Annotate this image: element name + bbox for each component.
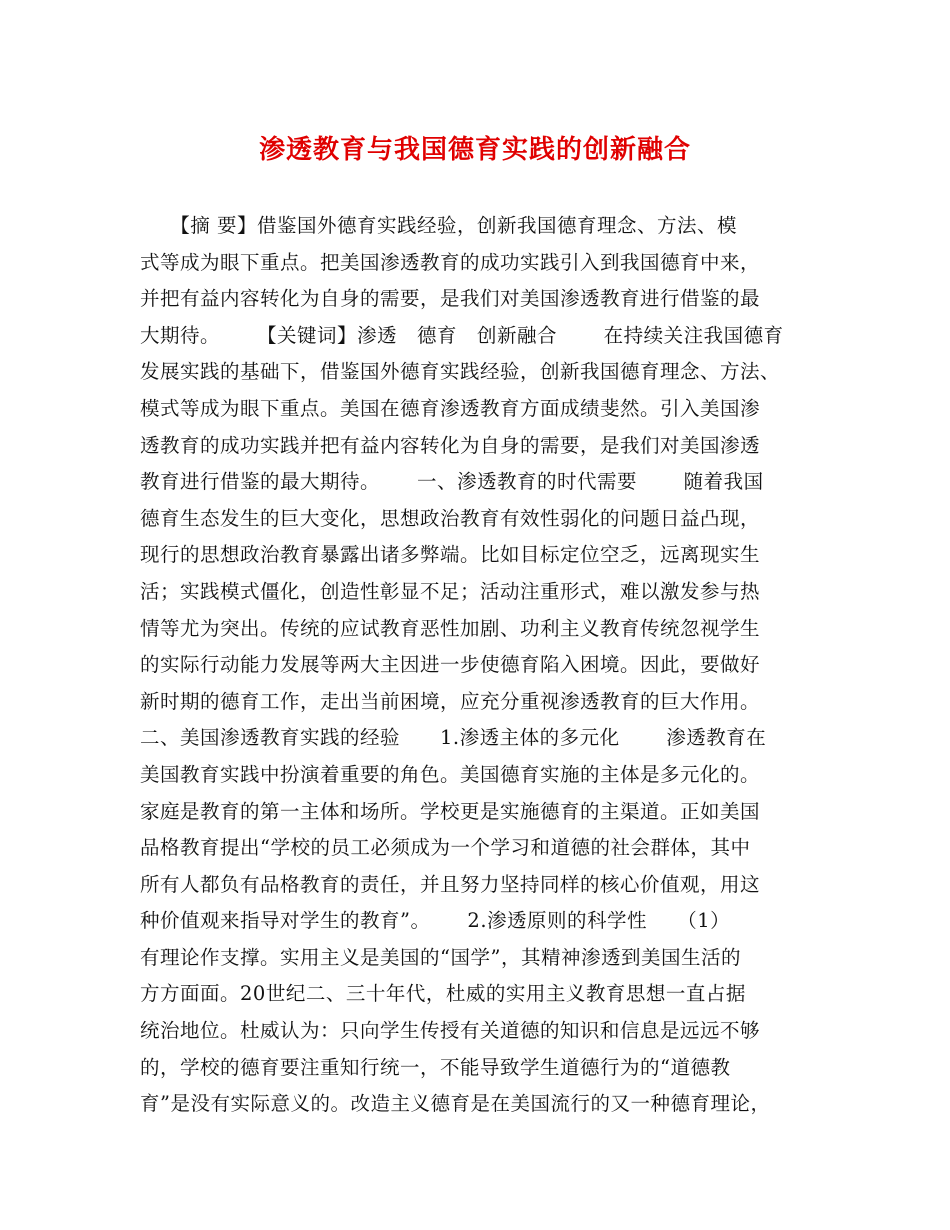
body-line: 模式等成为眼下重点。美国在德育渗透教育方面成绩斐然。引入美国渗 bbox=[140, 396, 761, 420]
body-line: 透教育的成功实践并把有益内容转化为自身的需要，是我们对美国渗透 bbox=[140, 433, 761, 457]
body-line: 品格教育提出“学校的员工必须成为一个学习和道德的社会群体，其中 bbox=[140, 836, 751, 860]
document-title: 渗透教育与我国德育实践的创新融合 bbox=[258, 135, 691, 165]
body-line: 育”是没有实际意义的。改造主义德育是在美国流行的又一种德育理论， bbox=[140, 1092, 771, 1116]
body-line: 有理论作支撑。实用主义是美国的“国学”，其精神渗透到美国生活的 bbox=[140, 945, 741, 969]
body-line: 统治地位。杜威认为：只向学生传授有关道德的知识和信息是远远不够 bbox=[140, 1019, 761, 1043]
body-line: 发展实践的基础下，借鉴国外德育实践经验，创新我国德育理念、方法、 bbox=[140, 360, 781, 384]
body-line: 美国教育实践中扮演着重要的角色。美国德育实施的主体是多元化的。 bbox=[140, 762, 761, 786]
document-body bbox=[140, 208, 810, 1123]
body-line: 【摘 要】借鉴国外德育实践经验，创新我国德育理念、方法、模 bbox=[140, 214, 737, 237]
body-line: 的实际行动能力发展等两大主因进一步使德育陷入困境。因此，要做好 bbox=[140, 653, 761, 677]
body-line: 二、美国渗透教育实践的经验 1.渗透主体的多元化 渗透教育在 bbox=[140, 726, 767, 750]
body-line: 情等尤为突出。传统的应试教育恶性加剧、功利主义教育传统忽视学生 bbox=[140, 616, 761, 640]
body-line: 的，学校的德育要注重知行统一，不能导致学生道德行为的“道德教 bbox=[140, 1055, 731, 1079]
body-line: 并把有益内容转化为自身的需要，是我们对美国渗透教育进行借鉴的最 bbox=[140, 287, 761, 311]
body-line: 式等成为眼下重点。把美国渗透教育的成功实践引入到我国德育中来， bbox=[140, 250, 761, 274]
body-line: 大期待。 【关键词】渗透 德育 创新融合 在持续关注我国德育 bbox=[140, 323, 784, 347]
body-line: 种价值观来指导对学生的教育”。 2.渗透原则的科学性 （1） bbox=[140, 909, 731, 933]
body-line: 活；实践模式僵化，创造性彰显不足；活动注重形式，难以激发参与热 bbox=[140, 579, 761, 603]
body-line: 新时期的德育工作，走出当前困境，应充分重视渗透教育的巨大作用。 bbox=[140, 689, 761, 713]
body-line: 家庭是教育的第一主体和场所。学校更是实施德育的主渠道。正如美国 bbox=[140, 799, 761, 823]
body-line: 现行的思想政治教育暴露出诸多弊端。比如目标定位空乏，远离现实生 bbox=[140, 543, 761, 567]
body-line: 方方面面。20世纪二、三十年代，杜威的实用主义教育思想一直占据 bbox=[140, 982, 746, 1006]
body-line: 德育生态发生的巨大变化，思想政治教育有效性弱化的问题日益凸现， bbox=[140, 506, 761, 530]
body-line: 所有人都负有品格教育的责任，并且努力坚持同样的核心价值观，用这 bbox=[140, 872, 761, 896]
body-line: 教育进行借鉴的最大期待。 一、渗透教育的时代需要 随着我国 bbox=[140, 470, 764, 494]
